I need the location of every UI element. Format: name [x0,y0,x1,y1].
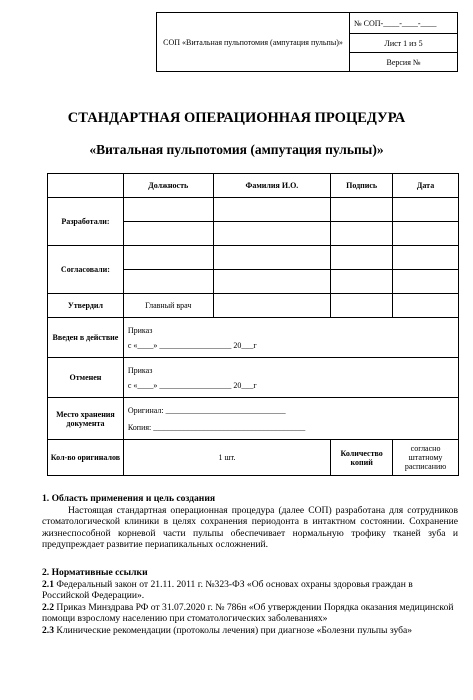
table-cell [393,294,459,318]
table-cell [393,246,459,270]
storage-original: Оригинал: ______________________________ [127,405,286,415]
table-cell [123,198,213,222]
table-cell [213,246,331,270]
section-paragraph: Настоящая стандартная операционная процедура (далее СОП) разработана для сотрудников стоматологической клиники в целях сохранения периодонта в интактном состоянии. Сохранение жизнеспособной корневой части пульпы обеспечивает нормальную трофику тканей зуба и предупреждает развитие периапикальных осложнений. [42,504,458,551]
introduced-order-label: Приказ [127,325,153,335]
table-corner-cell [48,174,124,198]
cancelled-order-cell [123,358,458,398]
copies-count-label: Количество копий [331,440,393,476]
table-cell [331,222,393,246]
column-header-date: Дата [393,174,459,198]
table-cell [123,270,213,294]
reference-item [42,579,458,602]
approved-position: Главный врач [123,294,213,318]
section-heading: 1. Область применения и цель создания [42,493,216,504]
table-cell [123,246,213,270]
reference-text: Федеральный закон от 21.11. 2011 г. №323-ФЗ «Об основах охраны здоровья граждан в Российской Федерации». [42,578,413,602]
header-sheet: Лист 1 из 5 [350,34,458,53]
table-cell [331,294,393,318]
table-cell [393,270,459,294]
column-header-position: Должность [123,174,213,198]
column-header-name: Фамилия И.О. [213,174,331,198]
row-label-approved: Утвердил [48,294,124,318]
table-cell [393,198,459,222]
reference-text: Приказ Минздрава РФ от 31.07.2020 г. № 786н «Об утверждении Порядка оказания медицинской помощи взрослому населению при стоматологических заболеваниях» [42,601,454,625]
header-sop-number: № СОП-____-____-____ [350,13,458,34]
storage-copy: Копия: ______________________________________ [127,422,306,432]
table-cell [213,294,331,318]
cancelled-order-label: Приказ [127,365,153,375]
reference-text: Клинические рекомендации (протоколы лечения) при диагнозе «Болезни пульпы зуба» [54,624,413,636]
storage-cell [123,398,458,440]
reference-item [42,625,458,637]
document-header [156,12,458,72]
cancelled-order-date: с «____» __________________ 20___г [127,380,257,390]
reference-number: 2.3 [42,624,54,636]
table-cell [213,270,331,294]
table-cell [331,198,393,222]
row-label-developed: Разработали: [48,198,124,246]
copies-count-value: согласно штатному расписанию [393,440,459,476]
section-heading: 2. Нормативные ссылки [42,567,148,578]
section-scope [42,493,458,551]
originals-count-value: 1 шт. [123,440,330,476]
table-cell [213,198,331,222]
row-label-storage: Место хранения документа [48,398,124,440]
header-version: Версия № [350,53,458,72]
header-sop-title: СОП «Витальная пульпотомия (ампутация пульпы)» [157,13,350,72]
table-cell [331,246,393,270]
introduced-order-cell [123,318,458,358]
table-cell [393,222,459,246]
column-header-signature: Подпись [331,174,393,198]
document-title: СТАНДАРТНАЯ ОПЕРАЦИОННАЯ ПРОЦЕДУРА [67,110,406,126]
reference-item [42,602,458,625]
document-subtitle: «Витальная пульпотомия (ампутация пульпы)» [89,142,384,157]
section-references [42,567,458,637]
row-label-introduced: Введен в действие [48,318,124,358]
row-label-agreed: Согласовали: [48,246,124,294]
row-label-cancelled: Отменен [48,358,124,398]
approval-table [47,173,459,476]
row-label-originals-count: Кол-во оригиналов [48,440,124,476]
reference-number: 2.1 [42,578,54,590]
reference-number: 2.2 [42,601,54,613]
table-cell [331,270,393,294]
introduced-order-date: с «____» __________________ 20___г [127,340,257,350]
table-cell [123,222,213,246]
table-cell [213,222,331,246]
